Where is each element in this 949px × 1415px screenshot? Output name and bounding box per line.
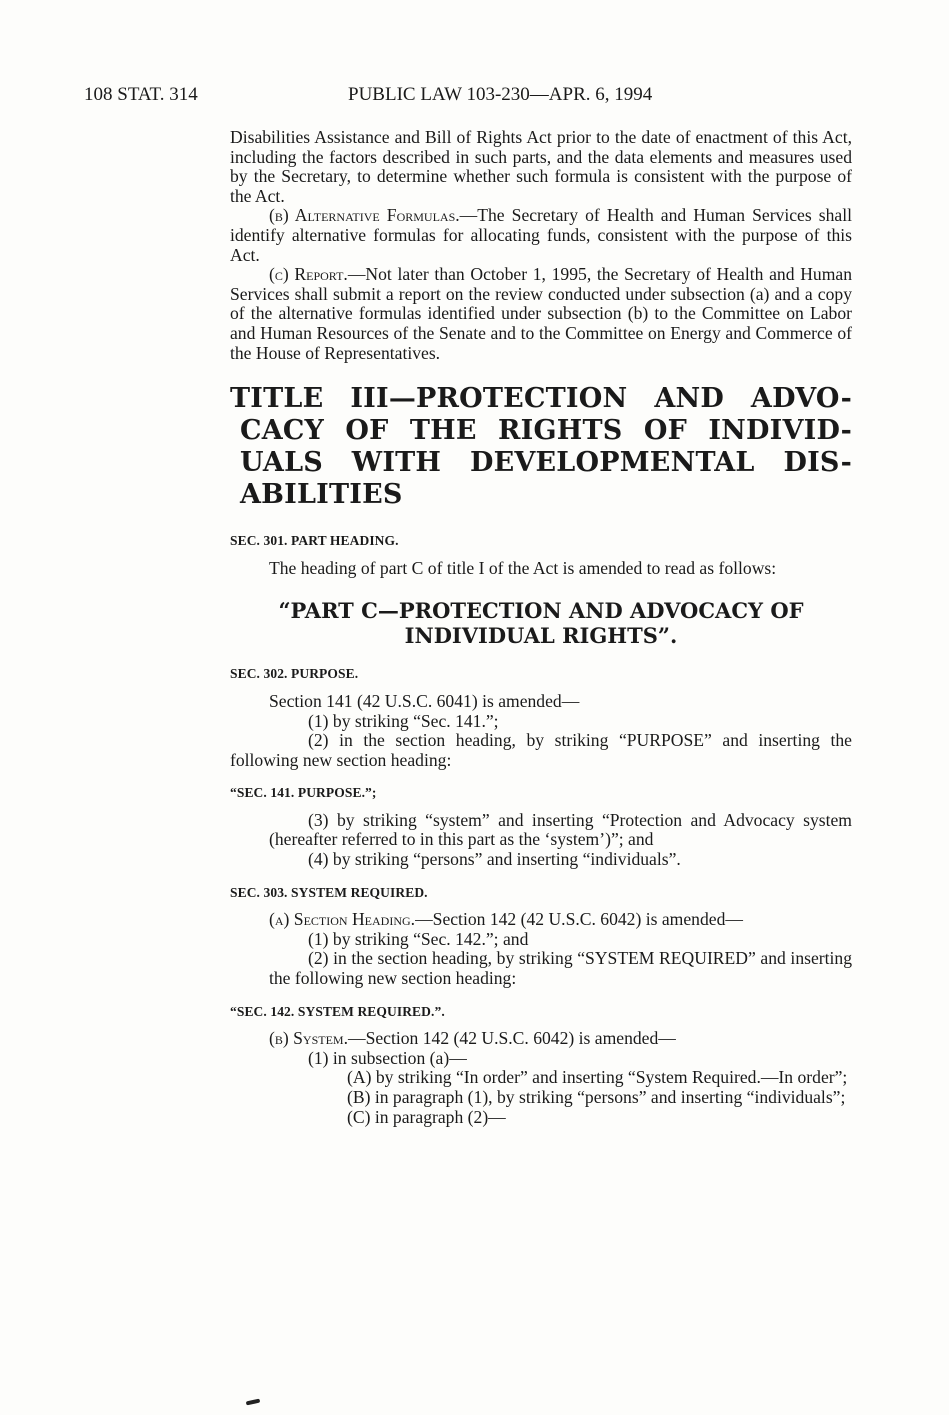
section-303-item-2: (2) in the section heading, by striking “SYSTEM REQUIRED” and inserting the following new section heading:: [269, 948, 852, 989]
alternative-formulas-text: —The Secretary of Health and Human Services shall identify alternative formulas for allocating funds, consistent with the purpose of this Act.: [230, 205, 852, 265]
system-item-b: (B) in paragraph (1), by striking “persons” and inserting “individuals”;: [347, 1087, 846, 1107]
section-141-new-heading: “SEC. 141. PURPOSE.”;: [230, 785, 377, 801]
part-c-heading-line: INDIVIDUAL RIGHTS”.: [404, 623, 678, 649]
title-line: CACY OF THE RIGHTS OF INDIVID-: [240, 415, 852, 447]
title-line: UALS WITH DEVELOPMENTAL DIS-: [240, 447, 852, 479]
section-302-heading: SEC. 302. PURPOSE.: [230, 666, 359, 682]
section-302-intro: Section 141 (42 U.S.C. 6041) is amended—: [269, 690, 580, 711]
running-head: PUBLIC LAW 103-230—APR. 6, 1994: [348, 84, 653, 105]
part-c-heading-line: “PART C—PROTECTION AND ADVOCACY OF: [278, 598, 804, 624]
section-303-item-1: (1) by striking “Sec. 142.”; and: [308, 928, 529, 949]
report-heading: (c) Report.: [269, 264, 348, 285]
system-item-1: (1) in subsection (a)—: [308, 1047, 467, 1068]
system-text: —Section 142 (42 U.S.C. 6042) is amended—: [347, 1028, 676, 1049]
section-301-text: The heading of part C of title I of the Act is amended to read as follows:: [269, 557, 777, 578]
report-text: —Not later than October 1, 1995, the Secretary of Health and Human Services shall submit a report on the review conducted under subsection (a) and a copy of the alternative formulas identified under subsection (b) to the Committee on Labor and Human Resources of the Senate and to the Committee on Energy and Commerce of the House of Representatives.: [230, 264, 852, 363]
system-item-c: (C) in paragraph (2)—: [347, 1106, 506, 1127]
system-heading: (b) System.: [269, 1028, 348, 1049]
system-item-a: (A) by striking “In order” and inserting “System Required.—In order”;: [347, 1067, 848, 1088]
title-line: TITLE III—PROTECTION AND ADVO-: [230, 383, 852, 415]
stat-page-number: 108 STAT. 314: [84, 84, 198, 105]
section-142-new-heading: “SEC. 142. SYSTEM REQUIRED.”.: [230, 1003, 445, 1019]
title-line: ABILITIES: [240, 479, 403, 511]
system-paragraph: [230, 1029, 852, 1049]
report-paragraph: [230, 265, 852, 363]
alternative-formulas-paragraph: [230, 206, 852, 265]
ink-mark: [246, 1399, 261, 1406]
section-302-item-2: (2) in the section heading, by striking “PURPOSE” and inserting the following new section heading:: [230, 730, 852, 770]
section-303-heading: SEC. 303. SYSTEM REQUIRED.: [230, 884, 428, 900]
title-heading: [230, 383, 852, 511]
section-heading-paragraph: [230, 910, 852, 930]
section-302-item-4: (4) by striking “persons” and inserting “individuals”.: [308, 849, 681, 870]
section-302-item-1: (1) by striking “Sec. 141.”;: [308, 710, 499, 731]
section-302-item-3: (3) by striking “system” and inserting “Protection and Advocacy system (hereafter referred to in this part as the ‘system’)”; and: [269, 809, 852, 850]
section-heading-text: —Section 142 (42 U.S.C. 6042) is amended—: [415, 909, 743, 930]
alternative-formulas-heading: (b) Alternative Formulas.: [269, 205, 460, 226]
intro-paragraph: Disabilities Assistance and Bill of Rights Act prior to the date of enactment of this Act, including the factors described in such parts, and the data elements and measures used by the Secretary, to determine whether such formula is consistent with the purpose of the Act.: [230, 127, 852, 206]
section-heading-label: (a) Section Heading.: [269, 909, 416, 930]
body-column: [230, 128, 852, 1127]
section-301-heading: SEC. 301. PART HEADING.: [230, 533, 399, 549]
part-c-heading: [230, 598, 852, 648]
